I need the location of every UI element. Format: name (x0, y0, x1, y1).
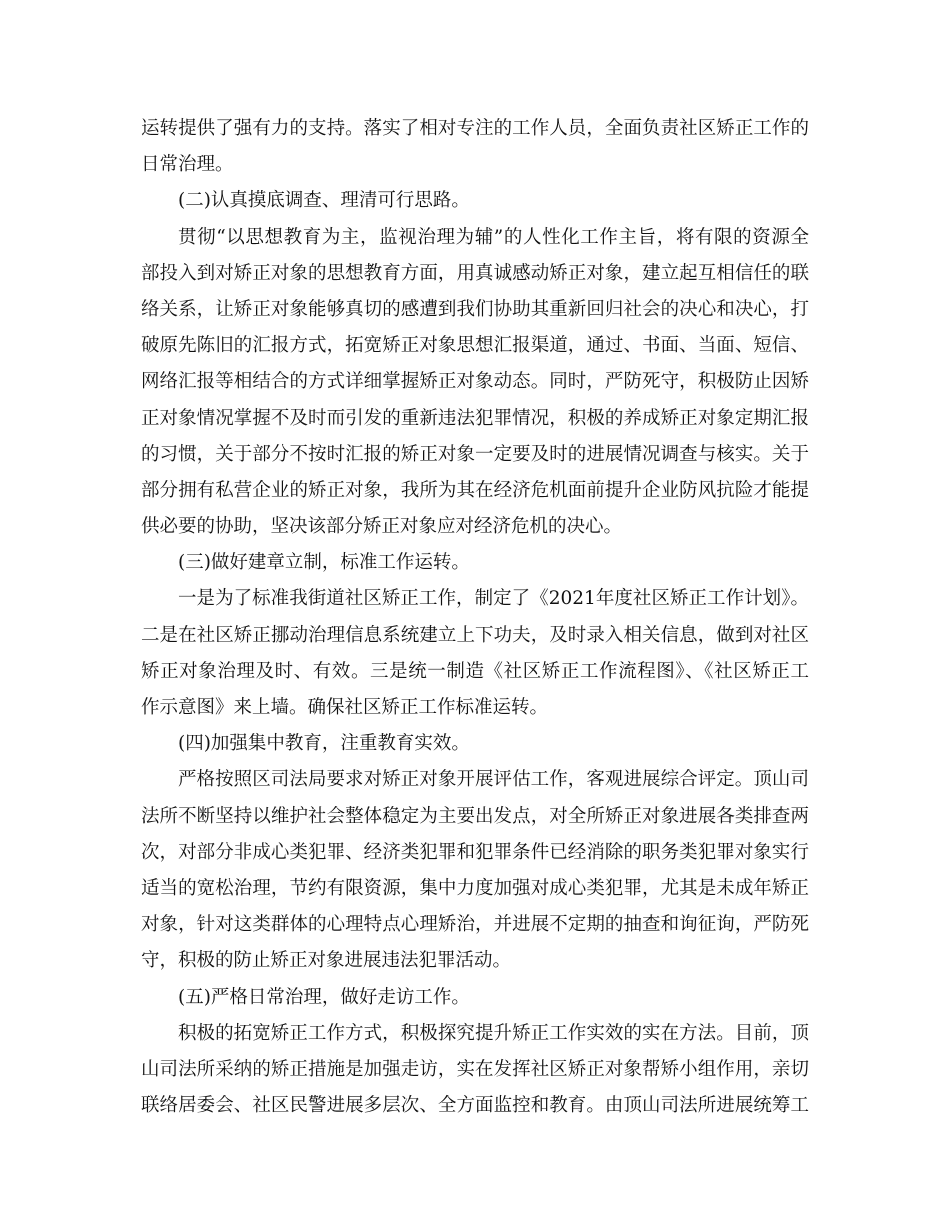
text-line: 守，积极的防止矫正对象进展违法犯罪活动。 (141, 950, 512, 972)
section-heading: (三)做好建章立制，标准工作运转。 (178, 552, 470, 574)
section-heading: (四)加强集中教育，注重教育实效。 (178, 733, 470, 755)
text-line: 适当的宽松治理，节约有限资源，集中力度加强对成心类犯罪，尤其是未成年矫正 (141, 877, 809, 899)
text-line: 作示意图》来上墙。确保社区矫正工作标准运转。 (141, 697, 549, 718)
document-body (141, 111, 809, 1124)
text-line: 日常治理。 (141, 154, 234, 176)
text-line: 联络居委会、社区民警进展多层次、全方面监控和教育。由顶山司法所进展统筹工 (141, 1095, 809, 1117)
text-line: 山司法所采纳的矫正措施是加强走访，实在发挥社区矫正对象帮矫小组作用，亲切 (141, 1058, 809, 1080)
section-heading: (五)严格日常治理，做好走访工作。 (178, 986, 470, 1008)
text-line: 对象，针对这类群体的心理特点心理矫治，并进展不定期的抽查和询征询，严防死 (141, 914, 809, 936)
section-heading: (二)认真摸底调查、理清可行思路。 (178, 190, 470, 212)
text-line: 二是在社区矫正挪动治理信息系统建立上下功夫，及时录入相关信息，做到对社区 (141, 624, 809, 646)
text-line: 部投入到对矫正对象的思想教育方面，用真诚感动矫正对象，建立起互相信任的联 (141, 262, 809, 284)
text-line: 法所不断坚持以维护社会整体稳定为主要出发点，对全所矫正对象进展各类排查两 (141, 805, 809, 827)
text-line: 严格按照区司法局要求对矫正对象开展评估工作，客观进展综合评定。顶山司 (178, 769, 809, 791)
text-line: 正对象情况掌握不及时而引发的重新违法犯罪情况，积极的养成矫正对象定期汇报 (141, 407, 809, 429)
text-line: 供必要的协助，坚决该部分矫正对象应对经济危机的决心。 (141, 516, 623, 538)
text-line: 一是为了标准我街道社区矫正工作，制定了《2021年度社区矫正工作计划》。 (178, 588, 809, 610)
text-line: 贯彻“以思想教育为主，监视治理为辅”的人性化工作主旨，将有限的资源全 (178, 226, 809, 248)
text-line: 运转提供了强有力的支持。落实了相对专注的工作人员，全面负责社区矫正工作的 (141, 118, 809, 139)
text-line: 破原先陈旧的汇报方式，拓宽矫正对象思想汇报渠道，通过、书面、当面、短信、 (141, 335, 809, 357)
text-line: 矫正对象治理及时、有效。三是统一制造《社区矫正工作流程图》、《社区矫正工 (141, 660, 809, 682)
text-line: 积极的拓宽矫正工作方式，积极探究提升矫正工作实效的实在方法。目前，顶 (178, 1022, 809, 1044)
text-line: 次，对部分非成心类犯罪、经济类犯罪和犯罪条件已经消除的职务类犯罪对象实行 (141, 841, 809, 863)
text-line: 的习惯，关于部分不按时汇报的矫正对象一定要及时的进展情况调查与核实。关于 (141, 443, 809, 465)
text-line: 部分拥有私营企业的矫正对象，我所为其在经济危机面前提升企业防风抗险才能提 (141, 479, 809, 501)
text-line: 网络汇报等相结合的方式详细掌握矫正对象动态。同时，严防死守，积极防止因矫 (141, 371, 809, 393)
text-line: 络关系，让矫正对象能够真切的感遭到我们协助其重新回归社会的决心和决心，打 (141, 298, 809, 320)
